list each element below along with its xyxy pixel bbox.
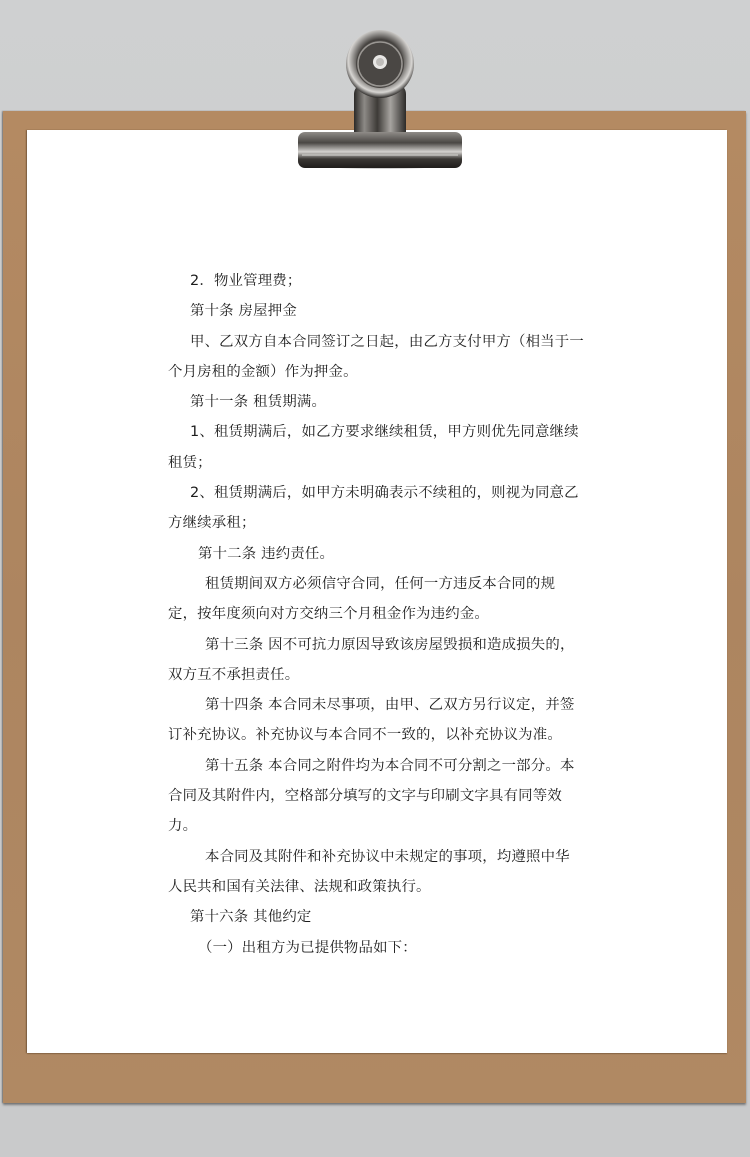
paragraph-deposit: 甲、乙双方自本合同签订之日起，由乙方支付甲方（相当于一个月房租的金额）作为押金。 <box>168 333 584 380</box>
paragraph-article-15: 第十五条 本合同之附件均为本合同不可分割之一部分。本合同及其附件内，空格部分填写的文字与印刷文字具有同等效力。 <box>168 757 575 835</box>
contract-text <box>168 266 584 963</box>
paragraph-breach: 租赁期间双方必须信守合同，任何一方违反本合同的规定，按年度须向对方交纳三个月租金作为违约金。 <box>168 575 556 623</box>
paragraph-property-fee: 2．物业管理费； <box>190 273 302 289</box>
heading-article-12: 第十二条 违约责任。 <box>198 545 335 562</box>
heading-article-11: 第十一条 租赁期满。 <box>190 394 327 411</box>
paragraph-renewal-2: 2、租赁期满后，如甲方未明确表示不续租的，则视为同意乙方继续承租； <box>168 485 579 532</box>
binder-clip-icon <box>296 24 464 172</box>
paragraph-applicable-law: 本合同及其附件和补充协议中未规定的事项，均遵照中华人民共和国有关法律、法规和政策执行。 <box>168 848 570 895</box>
paragraph-article-13: 第十三条 因不可抗力原因导致该房屋毁损和造成损失的，双方互不承担责任。 <box>168 636 575 683</box>
heading-article-16: 第十六条 其他约定 <box>190 909 312 926</box>
heading-article-10: 第十条 房屋押金 <box>190 303 297 320</box>
paragraph-provided-items: （一）出租方为已提供物品如下： <box>198 939 417 956</box>
paragraph-article-14: 第十四条 本合同未尽事项，由甲、乙双方另行议定，并签订补充协议。补充协议与本合同不一致的，以补充协议为准。 <box>168 697 575 744</box>
paragraph-renewal-1: 1、租赁期满后，如乙方要求继续租赁，甲方则优先同意继续租赁； <box>168 424 579 471</box>
